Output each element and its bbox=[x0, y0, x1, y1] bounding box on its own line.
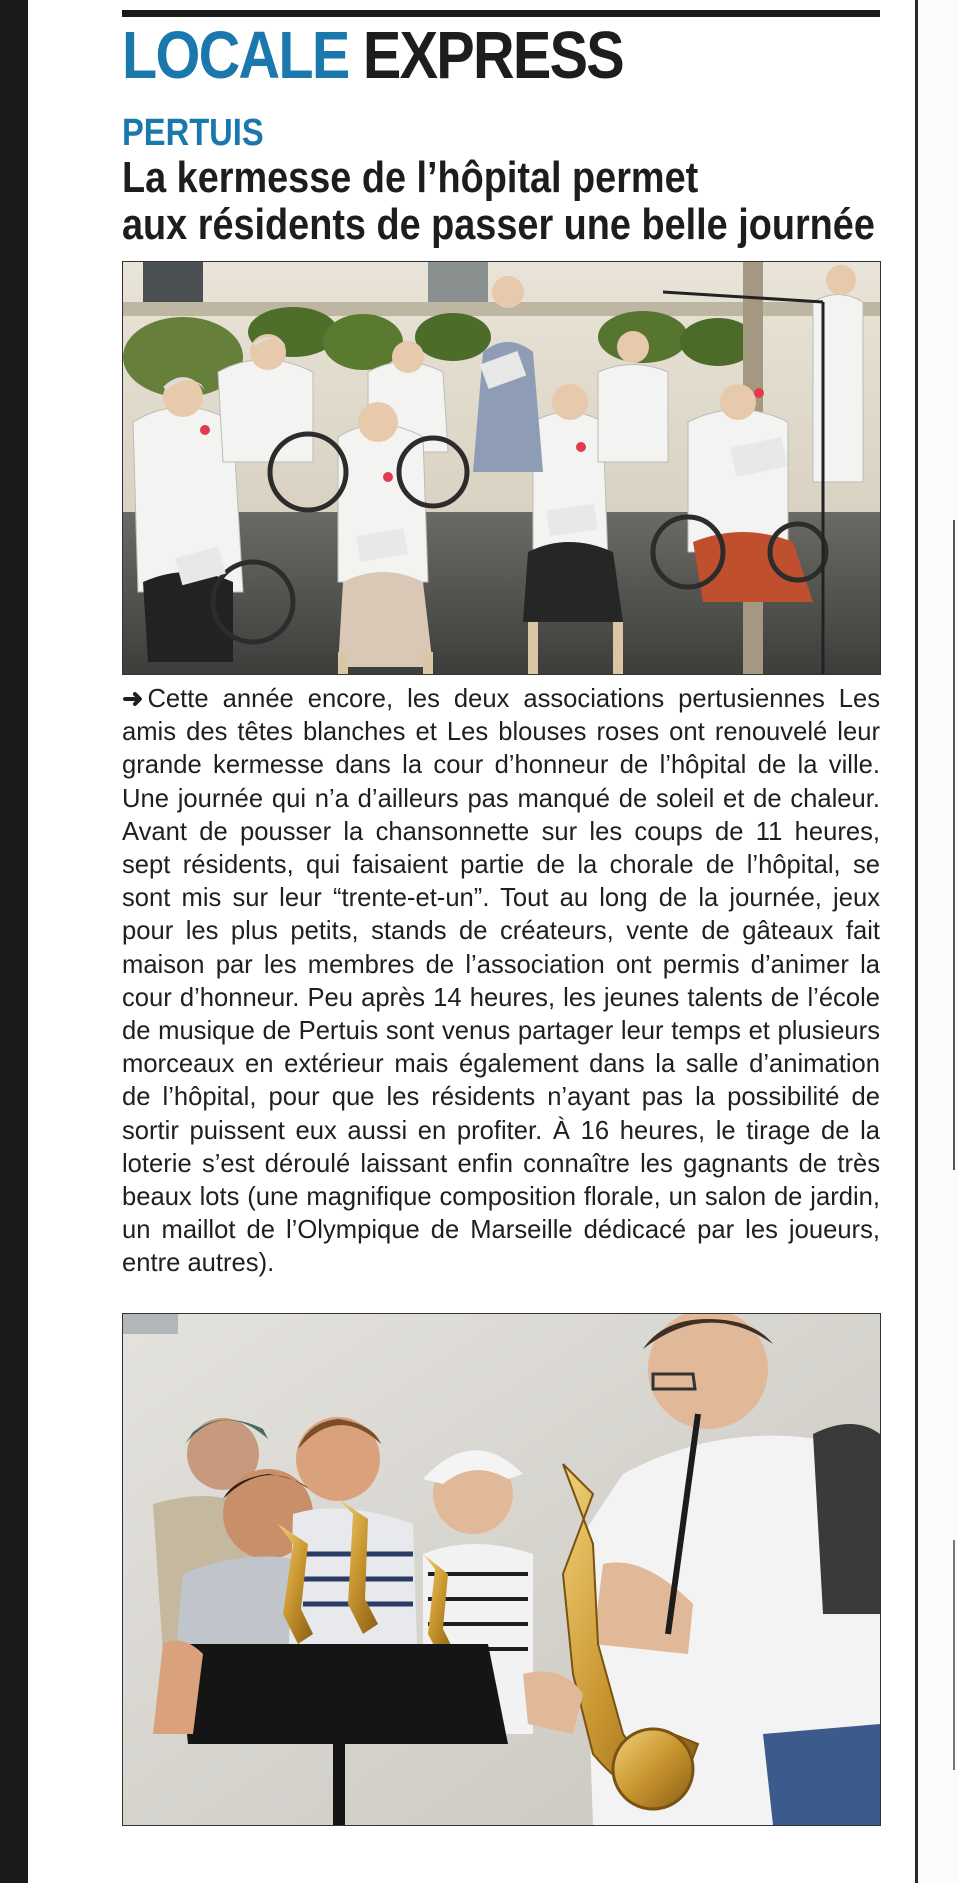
arrow-icon: ➜ bbox=[122, 685, 144, 713]
photo-residents-choir-illustration bbox=[123, 262, 880, 674]
rubric-word-locale: LOCALE bbox=[122, 18, 349, 93]
article-headline bbox=[122, 154, 879, 248]
next-page-edge bbox=[918, 0, 957, 1883]
headline-line: La kermesse de l’hôpital permet bbox=[122, 153, 699, 202]
photo-residents-choir bbox=[122, 261, 881, 675]
page-left-margin bbox=[0, 0, 28, 1883]
section-top-rule bbox=[122, 10, 880, 17]
article-kicker: PERTUIS bbox=[122, 112, 264, 154]
rubric-word-express: EXPRESS bbox=[362, 18, 624, 93]
photo-saxophone-students-illustration bbox=[123, 1314, 880, 1825]
next-page-rule bbox=[953, 520, 955, 1170]
section-rubric bbox=[122, 18, 623, 94]
article-body-text: Cette année encore, les deux associations pertusiennes Les amis des têtes blanches et Les blouses roses ont renouvelé leur grande kermesse dans la cour d’honneur de l’hôpital de la ville. Une journée qui n’a d’ailleurs pas manqué de soleil et de chaleur. Avant de pousser la chansonnette sur les coups de 11 heures, sept résidents, qui faisaient partie de la chorale de l’hôpital, se sont mis sur leur “trente-et-un”. Tout au long de la journée, jeux pour les plus petits, stands de créateurs, vente de gâteaux fait maison par les membres de l’association ont permis d’animer la cour d’honneur. Peu après 14 heures, les jeunes talents de l’école de musique de Pertuis sont venus partager leur temps et plusieurs morceaux en extérieur mais également dans la salle d’animation de l’hôpital, pour que les résidents n’ayant pas la possibilité de sortir puissent eux aussi en profiter. À 16 heures, le tirage de la loterie s’est déroulé laissant enfin connaître les gagnants de très beaux lots (une magnifique composition florale, un salon de jardin, un maillot de l’Olympique de Marseille dédicacé par les joueurs, entre autres). bbox=[122, 685, 880, 1278]
headline-line: aux résidents de passer une belle journée bbox=[122, 200, 875, 249]
article-body bbox=[122, 683, 880, 1281]
next-page-rule bbox=[953, 1540, 955, 1770]
photo-saxophone-students bbox=[122, 1313, 881, 1826]
